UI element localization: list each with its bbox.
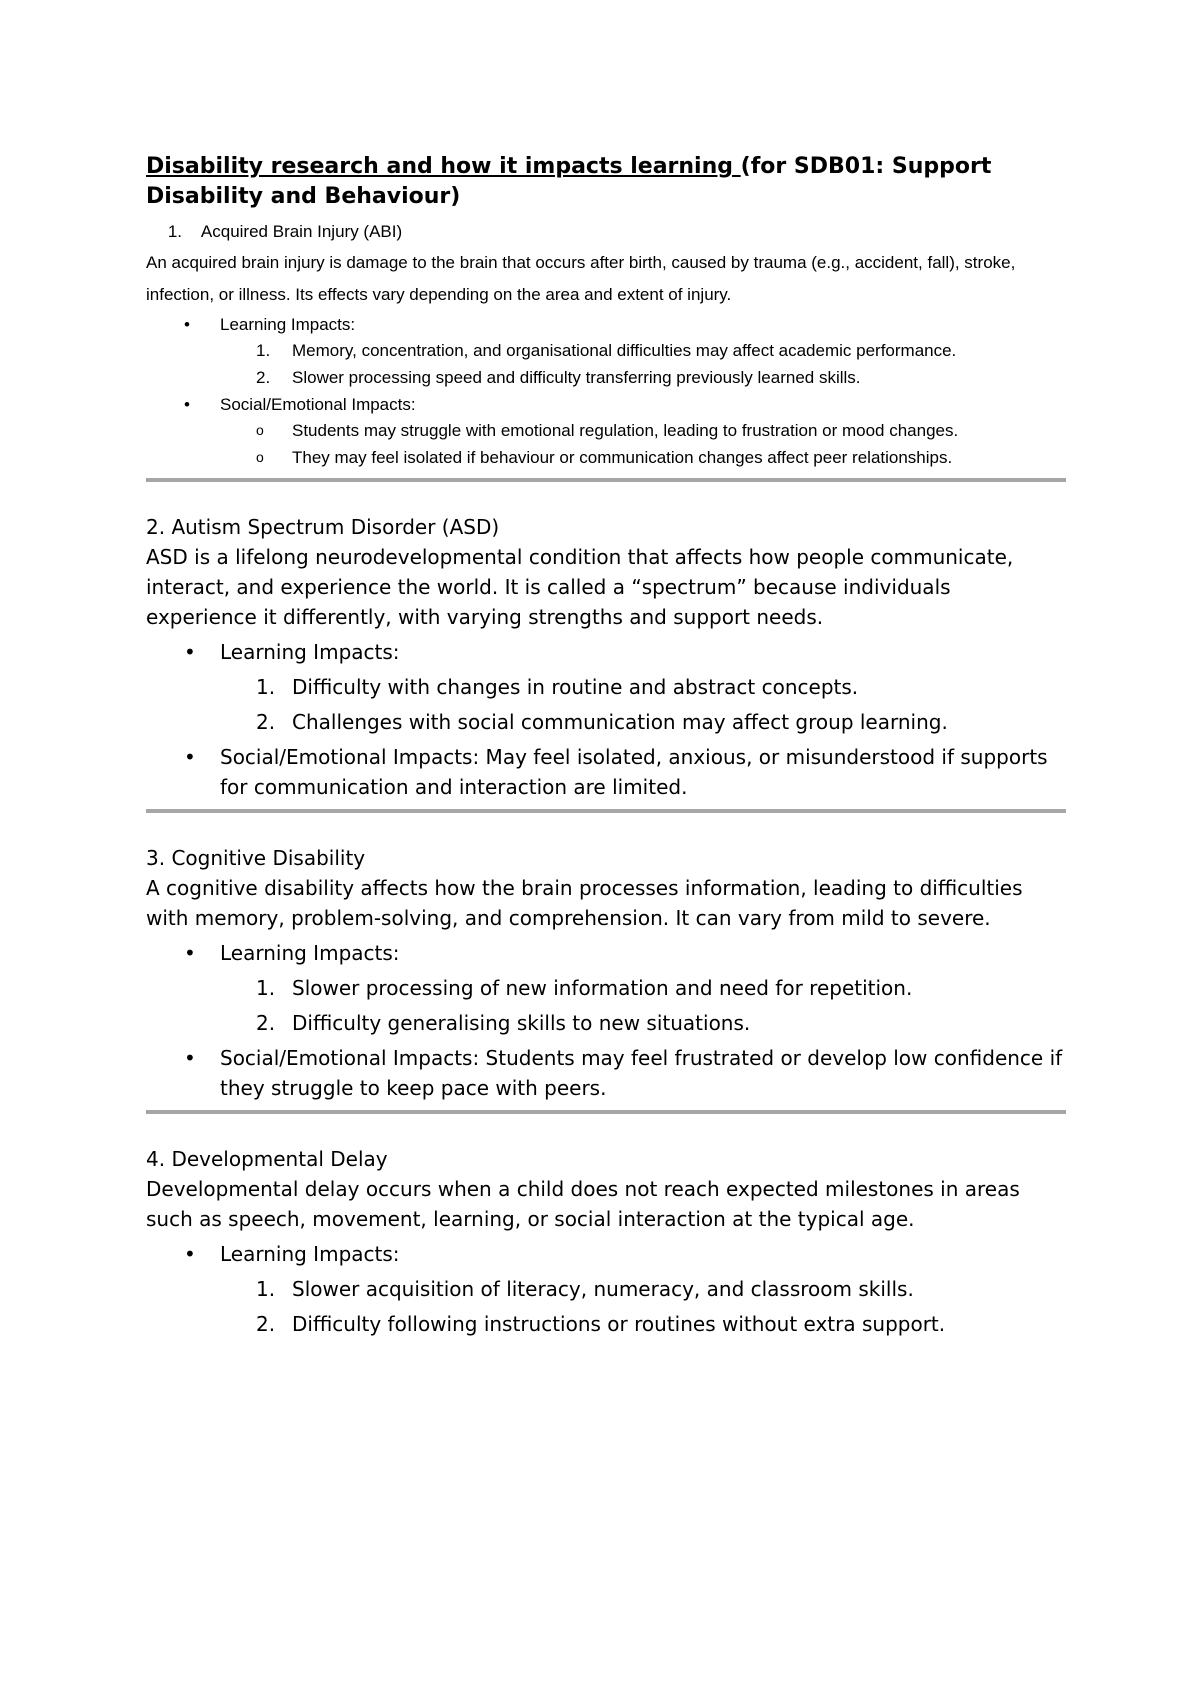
section-description: An acquired brain injury is damage to the brain that occurs after birth, caused by trauma (e.g., accident, fall), stroke, infection, or illness. Its effects vary depending on the area and extent of injury. [146,253,1016,304]
item-number: 2. [256,368,271,387]
title-rest: (for SDB01: Support Disability and Behaviour) [146,154,992,209]
section-heading: 3. Cognitive Disability [146,846,366,870]
list-item [146,1274,1066,1304]
item-text: Students may struggle with emotional regulation, leading to frustration or mood changes. [292,421,959,440]
list-item [146,444,1066,471]
section-developmental-delay [146,1144,1066,1339]
item-text: Challenges with social communication may affect group learning. [292,710,948,734]
list-item [146,364,1066,391]
list-item [146,1239,1066,1269]
item-text: Slower acquisition of literacy, numeracy, and classroom skills. [292,1277,914,1301]
bullet-icon: • [184,1046,196,1070]
section-description: A cognitive disability affects how the brain processes information, leading to difficulties with memory, problem-solving, and comprehension. It can vary from mild to severe. [146,876,1023,930]
title-underlined: Disability research and how it impacts learning [146,154,741,179]
impact-list [146,313,1066,471]
social-impacts-text: Social/Emotional Impacts: May feel isolated, anxious, or misunderstood if supports for communication and interaction are limited. [220,745,1048,799]
list-item [146,707,1066,737]
impact-list [146,1239,1066,1339]
item-text: They may feel isolated if behaviour or communication changes affect peer relationships. [292,448,953,467]
list-item [146,337,1066,364]
learning-impacts-label: Learning Impacts: [220,640,400,664]
item-text: Difficulty with changes in routine and abstract concepts. [292,675,859,699]
learning-impacts-label: Learning Impacts: [220,941,400,965]
document-page [146,152,1066,1339]
section-number: 1. [167,222,182,241]
section-heading [167,220,1066,244]
section-heading: 2. Autism Spectrum Disorder (ASD) [146,515,500,539]
learning-impacts-label: Learning Impacts: [220,1242,400,1266]
section-heading-text: Acquired Brain Injury (ABI) [200,222,403,241]
list-item [146,417,1066,444]
bullet-icon: • [184,395,190,414]
impact-list [146,637,1066,802]
item-text: Difficulty following instructions or routines without extra support. [292,1312,946,1336]
item-number: 1. [256,976,276,1000]
item-number: 1. [256,1277,276,1301]
list-item [146,672,1066,702]
item-text: Difficulty generalising skills to new situations. [292,1011,751,1035]
section-description: ASD is a lifelong neurodevelopmental condition that affects how people communicate, interact, and experience the world. It is called a “spectrum” because individuals experience it differently, with varying strengths and support needs. [146,545,1014,629]
list-item [146,938,1066,968]
section-abi [146,220,1066,471]
item-number: 2. [256,1011,276,1035]
item-text: Slower processing speed and difficulty transferring previously learned skills. [292,368,861,387]
item-number: 2. [256,710,276,734]
section-description: Developmental delay occurs when a child does not reach expected milestones in areas such as speech, movement, learning, or social interaction at the typical age. [146,1177,1020,1231]
bullet-icon: • [184,941,196,965]
social-impacts-text: Social/Emotional Impacts: Students may feel frustrated or develop low confidence if they struggle to keep pace with peers. [220,1046,1063,1100]
learning-impacts-label: Learning Impacts: [220,315,356,334]
impact-list [146,938,1066,1103]
list-item [146,742,1066,802]
list-item [146,1008,1066,1038]
bullet-icon: • [184,1242,196,1266]
circle-bullet-icon: o [256,449,264,465]
horizontal-rule [146,1110,1066,1114]
horizontal-rule [146,478,1066,482]
item-text: Memory, concentration, and organisational difficulties may affect academic performance. [292,341,957,360]
section-asd [146,512,1066,802]
bullet-icon: • [184,315,190,334]
list-item [146,313,1066,337]
item-number: 1. [256,341,271,360]
section-cognitive [146,843,1066,1103]
item-number: 1. [256,675,276,699]
list-item [146,973,1066,1003]
item-number: 2. [256,1312,276,1336]
list-item [146,637,1066,667]
bullet-icon: • [184,640,196,664]
document-title [146,152,1066,212]
item-text: Slower processing of new information and need for repetition. [292,976,913,1000]
bullet-icon: • [184,745,196,769]
list-item [146,1043,1066,1103]
horizontal-rule [146,809,1066,813]
list-item [146,393,1066,417]
social-impacts-label: Social/Emotional Impacts: [220,395,416,414]
list-item [146,1309,1066,1339]
circle-bullet-icon: o [256,422,264,438]
section-heading: 4. Developmental Delay [146,1147,388,1171]
